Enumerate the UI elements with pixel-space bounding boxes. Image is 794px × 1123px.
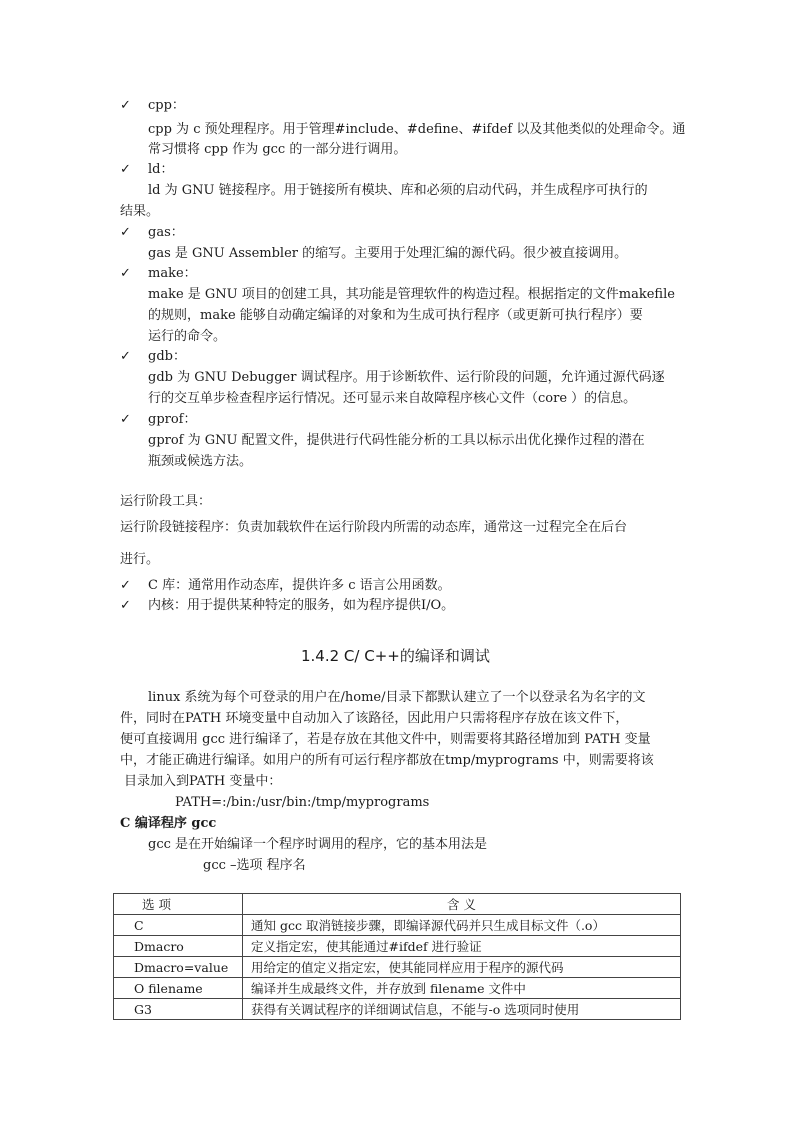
- check-icon: ✓: [120, 349, 131, 364]
- table-row: [114, 978, 681, 999]
- runtime-linker-line: 运行阶段链接程序：负责加载软件在运行阶段内所需的动态库，通常这一过程完全在后台: [120, 520, 628, 535]
- header-meaning: 含 义: [243, 894, 681, 915]
- table-header-row: [114, 894, 681, 915]
- meaning-cell: 编译并生成最终文件，并存放到 filename 文件中: [243, 978, 681, 999]
- meaning-cell: 通知 gcc 取消链接步骤，即编译源代码并只生成目标文件（.o）: [243, 915, 681, 936]
- meaning-cell: 定义指定宏，使其能通过#ifdef 进行验证: [243, 936, 681, 957]
- tool-desc-line: 瓶颈或候选方法。: [148, 454, 253, 469]
- section-heading: 1.4.2 C/ C++的编译和调试: [301, 647, 490, 665]
- paragraph-line: 目录加入到PATH 变量中：: [124, 774, 282, 789]
- meaning-cell: 用给定的值定义指定宏，使其能同样应用于程序的源代码: [243, 957, 681, 978]
- runtime-title: 运行阶段工具：: [120, 494, 212, 509]
- tool-name-make: make：: [148, 266, 197, 281]
- check-icon: ✓: [120, 598, 131, 613]
- check-icon: ✓: [120, 578, 131, 593]
- tool-desc-line: 常习惯将 cpp 作为 gcc 的一部分进行调用。: [148, 142, 407, 157]
- paragraph-line: 便可直接调用 gcc 进行编译了，若是存放在其他文件中，则需要将其路径增加到 PATH 变量: [120, 732, 651, 747]
- table-row: [114, 957, 681, 978]
- tool-desc-line: 的规则，make 能够自动确定编译的对象和为生成可执行程序（或更新可执行程序）要: [148, 308, 643, 323]
- runtime-item-kernel: 内核：用于提供某种特定的服务，如为程序提供I/O。: [148, 598, 455, 613]
- paragraph-line: linux 系统为每个可登录的用户在/home/目录下都默认建立了一个以登录名为名字的文: [148, 690, 646, 705]
- option-cell: C: [114, 915, 243, 936]
- tool-desc-line: 运行的命令。: [148, 329, 227, 344]
- tool-name-gas: gas：: [148, 225, 184, 240]
- check-icon: ✓: [120, 98, 131, 113]
- header-option: 选 项: [114, 894, 243, 915]
- table-row: [114, 999, 681, 1020]
- tool-desc-line: gdb 为 GNU Debugger 调试程序。用于诊断软件、运行阶段的问题，允许通过源代码逐: [148, 370, 665, 385]
- gcc-intro: gcc 是在开始编译一个程序时调用的程序，它的基本用法是: [148, 837, 488, 852]
- gcc-usage: gcc –选项 程序名: [203, 858, 306, 873]
- tool-desc-line: ld 为 GNU 链接程序。用于链接所有模块、库和必须的启动代码，并生成程序可执行的: [148, 183, 648, 198]
- check-icon: ✓: [120, 162, 131, 177]
- table-row: [114, 915, 681, 936]
- tool-desc-line: make 是 GNU 项目的创建工具，其功能是管理软件的构造过程。根据指定的文件makefile: [148, 287, 675, 302]
- option-cell: Dmacro=value: [114, 957, 243, 978]
- tool-name-ld: ld：: [148, 162, 174, 177]
- options-table: [113, 893, 681, 1020]
- option-cell: Dmacro: [114, 936, 243, 957]
- check-icon: ✓: [120, 266, 131, 281]
- tool-desc-line: 行的交互单步检查程序运行情况。还可显示来自故障程序核心文件（core ）的信息。: [148, 391, 637, 406]
- path-example: PATH=:/bin:/usr/bin:/tmp/myprograms: [175, 795, 430, 810]
- tool-desc-line: 结果。: [120, 204, 160, 219]
- table-row: [114, 936, 681, 957]
- tool-desc-line: cpp 为 c 预处理程序。用于管理#include、#define、#ifdef 以及其他类似的处理命令。通: [148, 122, 686, 137]
- runtime-item-libc: C 库：通常用作动态库，提供许多 c 语言公用函数。: [148, 578, 451, 593]
- paragraph-line: 中，才能正确进行编译。如用户的所有可运行程序都放在tmp/myprograms 中，则需要将该: [120, 753, 654, 768]
- runtime-linker-line: 进行。: [120, 552, 160, 567]
- tool-desc-line: gprof 为 GNU 配置文件，提供进行代码性能分析的工具以标示出优化操作过程的潜在: [148, 433, 645, 448]
- tool-name-gdb: gdb：: [148, 349, 186, 364]
- tool-desc-line: gas 是 GNU Assembler 的缩写。主要用于处理汇编的源代码。很少被直接调用。: [148, 246, 628, 261]
- meaning-cell: 获得有关调试程序的详细调试信息，不能与-o 选项同时使用: [243, 999, 681, 1020]
- paragraph-line: 件，同时在PATH 环境变量中自动加入了该路径，因此用户只需将程序存放在该文件下，: [120, 711, 629, 726]
- check-icon: ✓: [120, 225, 131, 240]
- check-icon: ✓: [120, 412, 131, 427]
- option-cell: O filename: [114, 978, 243, 999]
- option-cell: G3: [114, 999, 243, 1020]
- tool-name-gprof: gprof：: [148, 412, 197, 427]
- gcc-title: C 编译程序 gcc: [120, 816, 217, 831]
- tool-name-cpp: cpp：: [148, 98, 185, 113]
